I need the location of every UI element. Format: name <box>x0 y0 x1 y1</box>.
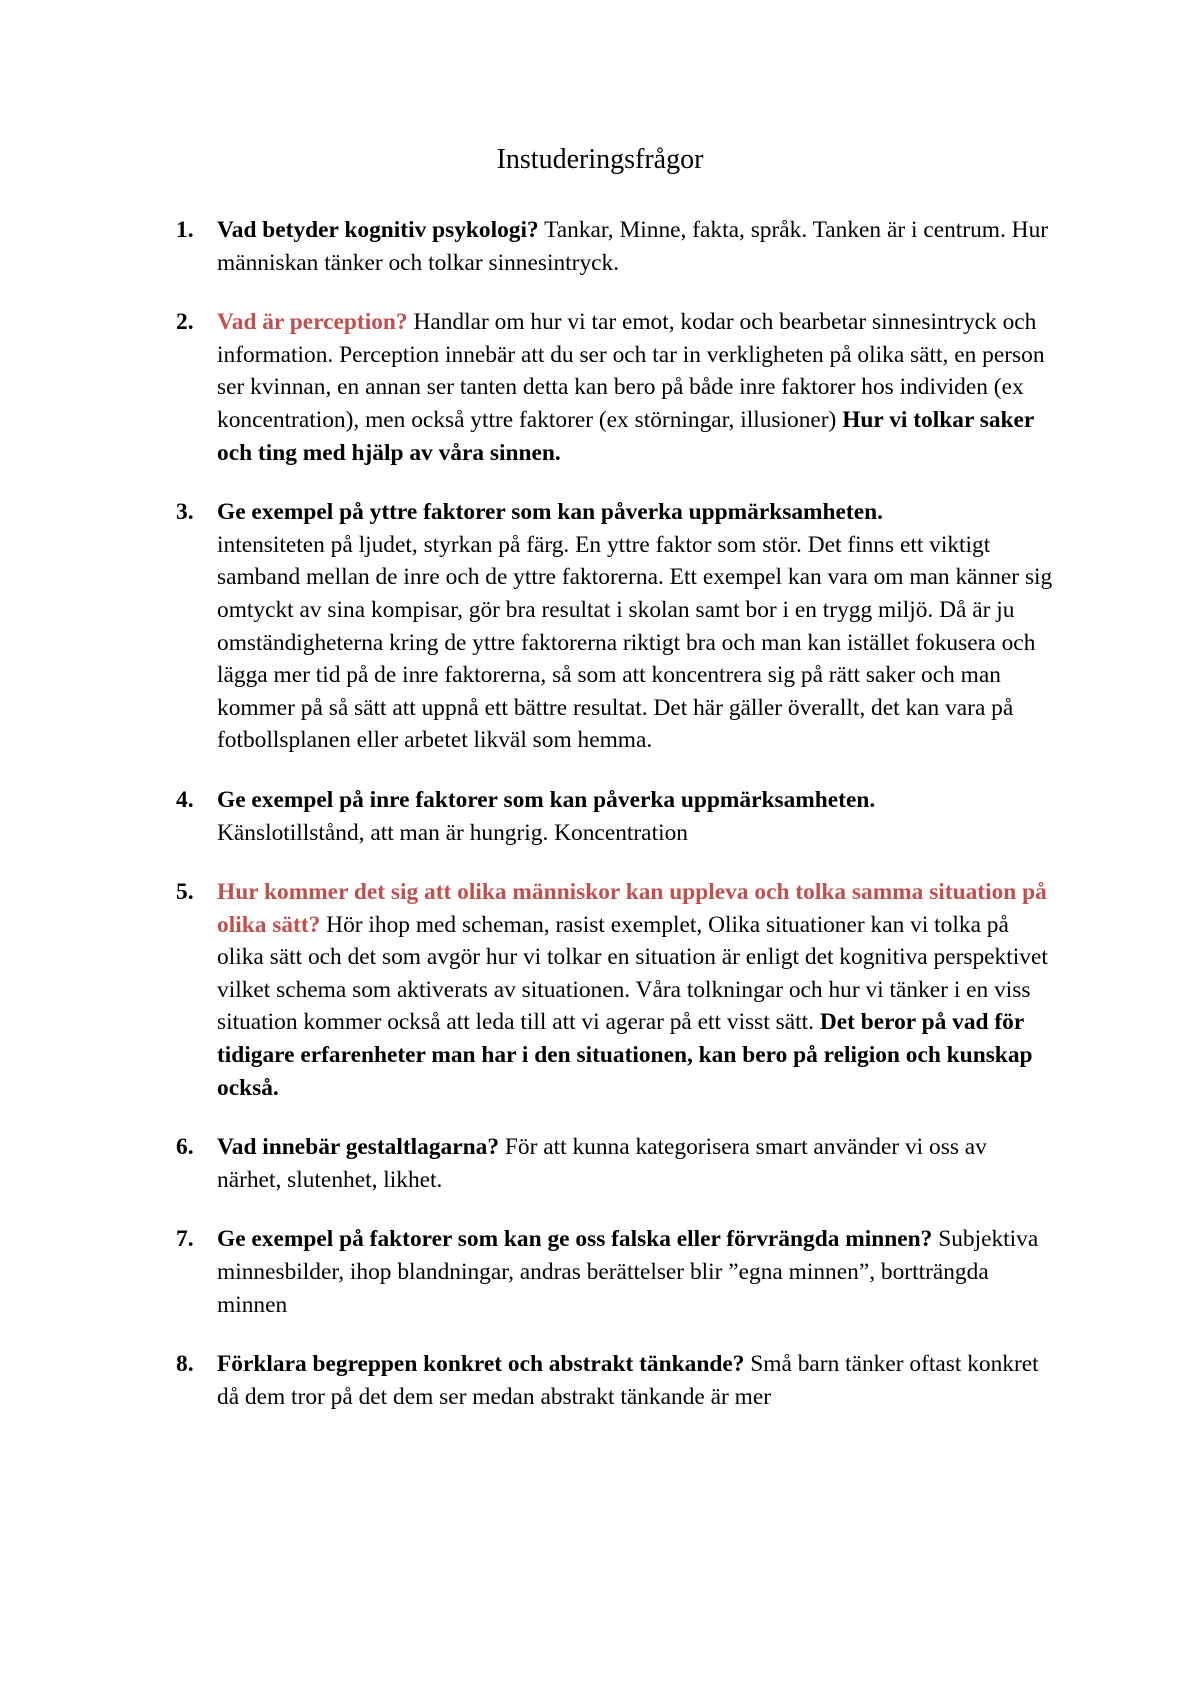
question-text: Ge exempel på faktorer som kan ge oss falska eller förvrängda minnen? <box>217 1226 933 1253</box>
list-item <box>176 1131 1056 1196</box>
item-number: 3. <box>176 499 194 526</box>
list-item <box>176 784 1056 849</box>
list-item <box>176 306 1056 469</box>
list-item <box>176 496 1056 757</box>
answer-text: intensiteten på ljudet, styrkan på färg. En yttre faktor som stör. Det finns ett viktigt samband mellan de inre och de yttre faktorerna. Ett exempel kan vara om man känner sig omtyckt av sina kompisar, gör bra resultat i skolan samt bor i en trygg miljö. Då är ju omständigheterna kring de yttre faktorerna riktigt bra och man kan istället fokusera och lägga mer tid på de inre faktorerna, så som att koncentrera sig på rätt saker och man kommer på så sätt att uppnå ett bättre resultat. Det här gäller överallt, det kan vara på fotbollsplanen eller arbetet likväl som hemma. <box>217 531 1053 754</box>
list-item <box>176 1223 1056 1321</box>
item-number: 7. <box>176 1226 194 1253</box>
answer-text: Subjektiva minnesbilder, ihop blandningar, andras berättelser blir ”egna minnen”, bortträngda minnen <box>217 1226 1039 1318</box>
question-text: Förklara begreppen konkret och abstrakt tänkande? <box>217 1351 745 1378</box>
answer-text: Hör ihop med scheman, rasist exemplet, Olika situationer kan vi tolka på olika sätt och det som avgör hur vi tolkar en situation är enligt det kognitiva perspektivet vilket schema som aktiverats av situationen. Våra tolkningar och hur vi tänker i en viss situation kommer också att leda till att vi agerar på ett visst sätt. <box>217 911 1048 1036</box>
answer-text: Känslotillstånd, att man är hungrig. Koncentration <box>217 819 688 846</box>
question-text: Ge exempel på yttre faktorer som kan påverka uppmärksamheten. <box>217 499 883 526</box>
question-text: Hur kommer det sig att olika människor kan uppleva och tolka samma situation på olika sätt? <box>217 879 1047 938</box>
list-item <box>176 876 1056 1104</box>
answer-text: Små barn tänker oftast konkret då dem tror på det dem ser medan abstrakt tänkande är mer <box>217 1351 1039 1410</box>
answer-bold-text: Det beror på vad för tidigare erfarenheter man har i den situationen, kan bero på religion och kunskap också. <box>217 1009 1033 1101</box>
question-list <box>176 214 1056 1440</box>
item-number: 6. <box>176 1134 194 1161</box>
answer-text: För att kunna kategorisera smart använder vi oss av närhet, slutenhet, likhet. <box>217 1134 987 1193</box>
question-text: Vad betyder kognitiv psykologi? <box>217 217 539 243</box>
item-number: 4. <box>176 786 194 813</box>
item-number: 8. <box>176 1351 194 1378</box>
question-text: Ge exempel på inre faktorer som kan påverka uppmärksamheten. <box>217 786 876 813</box>
item-number: 2. <box>176 309 194 336</box>
answer-text: Tankar, Minne, fakta, språk. Tanken är i centrum. Hur människan tänker och tolkar sinnesintryck. <box>217 217 1049 276</box>
question-text: Vad är perception? <box>217 309 408 336</box>
list-item <box>176 1348 1056 1413</box>
answer-bold-text: Hur vi tolkar saker och ting med hjälp av våra sinnen. <box>217 406 1034 466</box>
item-number: 1. <box>176 217 194 243</box>
answer-text: Handlar om hur vi tar emot, kodar och bearbetar sinnesintryck och information. Perception innebär att du ser och tar in verkligheten på olika sätt, en person ser kvinnan, en annan ser tanten detta kan bero på både inre faktorer hos individen (ex koncentration), men också yttre faktorer (ex störningar, illusioner) <box>217 309 1045 433</box>
list-item <box>176 214 1056 279</box>
question-text: Vad innebär gestaltlagarna? <box>217 1134 500 1161</box>
page-title: Instuderingsfrågor <box>496 144 704 175</box>
item-number: 5. <box>176 879 194 906</box>
